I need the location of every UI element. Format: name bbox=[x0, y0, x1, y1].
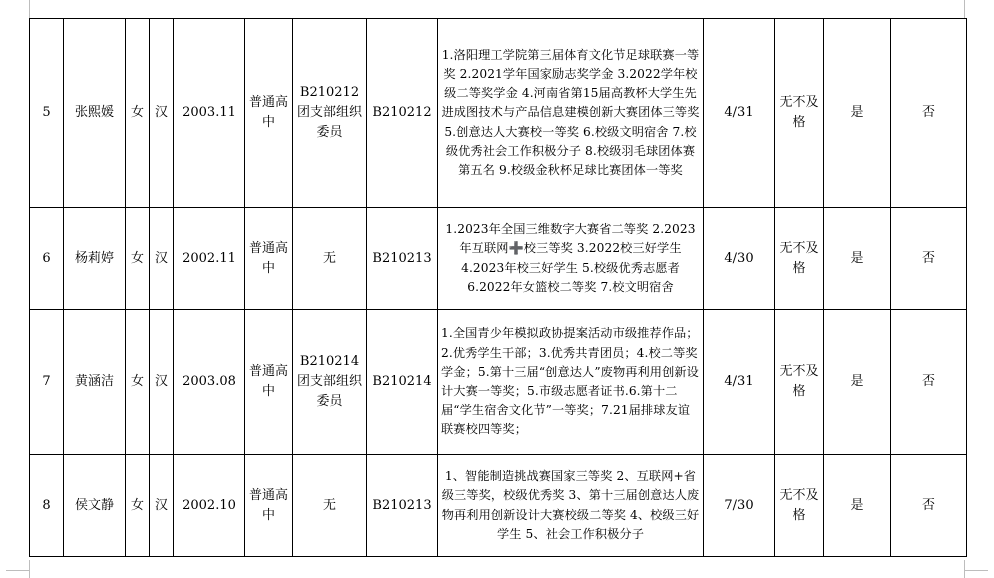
cell-no: 否 bbox=[891, 19, 967, 208]
cell-yes: 是 bbox=[824, 455, 891, 557]
cell-awards: 1、智能制造挑战赛国家三等奖 2、互联网+省级三等奖，校级优秀奖 3、第十三届创意达人废物再利用创新设计大赛校级二等奖 4、校级三好学生 5、社会工作积极分子 bbox=[438, 455, 704, 557]
table-row bbox=[30, 455, 967, 557]
cell-position: B210212团支部组织委员 bbox=[293, 19, 367, 208]
cell-name: 张熙媛 bbox=[64, 19, 126, 208]
cell-school-type: 普通高中 bbox=[245, 455, 293, 557]
crop-mark-bottom-left-h bbox=[6, 570, 30, 571]
cell-rank: 4/31 bbox=[704, 19, 775, 208]
cell-birth: 2003.11 bbox=[174, 19, 245, 208]
cell-gender: 女 bbox=[126, 19, 150, 208]
cell-index: 7 bbox=[30, 310, 64, 455]
cell-rank: 7/30 bbox=[704, 455, 775, 557]
cell-fail-status: 无不及格 bbox=[775, 19, 824, 208]
cell-fail-status: 无不及格 bbox=[775, 208, 824, 310]
cell-name: 侯文静 bbox=[64, 455, 126, 557]
crop-mark-top-left-v bbox=[29, 0, 30, 18]
cell-no: 否 bbox=[891, 310, 967, 455]
crop-mark-bottom-right-v bbox=[964, 560, 965, 578]
cell-yes: 是 bbox=[824, 208, 891, 310]
cell-index: 6 bbox=[30, 208, 64, 310]
table-row bbox=[30, 208, 967, 310]
student-table bbox=[29, 18, 967, 557]
crop-mark-bottom-left-v bbox=[29, 560, 30, 578]
cell-school-type: 普通高中 bbox=[245, 208, 293, 310]
crop-mark-top-right-v bbox=[964, 0, 965, 18]
cell-ethnicity: 汉 bbox=[150, 310, 174, 455]
cell-yes: 是 bbox=[824, 310, 891, 455]
cell-awards: 1.2023年全国三维数字大赛省二等奖 2.2023年互联网➕校三等奖 3.2022校三好学生 4.2023年校三好学生 5.校级优秀志愿者 6.2022年女篮校二等奖 7.校文明宿舍 bbox=[438, 208, 704, 310]
cell-gender: 女 bbox=[126, 208, 150, 310]
cell-ethnicity: 汉 bbox=[150, 208, 174, 310]
cell-class-id: B210213 bbox=[367, 455, 438, 557]
table-row bbox=[30, 310, 967, 455]
cell-no: 否 bbox=[891, 455, 967, 557]
cell-index: 8 bbox=[30, 455, 64, 557]
cell-awards: 1.全国青少年模拟政协提案活动市级推荐作品；2.优秀学生干部；3.优秀共青团员；4.校二等奖学金；5.第十三届“创意达人”废物再利用创新设计大赛一等奖；5.市级志愿者证书.6.第十二届“学生宿舍文化节”一等奖；7.21届排球友谊联赛校四等奖； bbox=[438, 310, 704, 455]
cell-birth: 2003.08 bbox=[174, 310, 245, 455]
cell-class-id: B210212 bbox=[367, 19, 438, 208]
cell-class-id: B210213 bbox=[367, 208, 438, 310]
cell-yes: 是 bbox=[824, 19, 891, 208]
cell-ethnicity: 汉 bbox=[150, 19, 174, 208]
cell-rank: 4/31 bbox=[704, 310, 775, 455]
cell-position: B210214团支部组织委员 bbox=[293, 310, 367, 455]
crop-mark-bottom-right-h bbox=[964, 570, 988, 571]
cell-birth: 2002.10 bbox=[174, 455, 245, 557]
cell-index: 5 bbox=[30, 19, 64, 208]
cell-no: 否 bbox=[891, 208, 967, 310]
cell-class-id: B210214 bbox=[367, 310, 438, 455]
cell-school-type: 普通高中 bbox=[245, 19, 293, 208]
cell-gender: 女 bbox=[126, 310, 150, 455]
cell-name: 黄涵洁 bbox=[64, 310, 126, 455]
cell-rank: 4/30 bbox=[704, 208, 775, 310]
cell-position: 无 bbox=[293, 455, 367, 557]
cell-birth: 2002.11 bbox=[174, 208, 245, 310]
cell-ethnicity: 汉 bbox=[150, 455, 174, 557]
cell-fail-status: 无不及格 bbox=[775, 310, 824, 455]
cell-gender: 女 bbox=[126, 455, 150, 557]
cell-fail-status: 无不及格 bbox=[775, 455, 824, 557]
cell-school-type: 普通高中 bbox=[245, 310, 293, 455]
table-row bbox=[30, 19, 967, 208]
cell-name: 杨莉婷 bbox=[64, 208, 126, 310]
cell-position: 无 bbox=[293, 208, 367, 310]
cell-awards: 1.洛阳理工学院第三届体育文化节足球联赛一等奖 2.2021学年国家励志奖学金 3.2022学年校级二等奖学金 4.河南省第15届高教杯大学生先进成图技术与产品信息建模创新大赛团体三等奖 5.创意达人大赛校一等奖 6.校级文明宿舍 7.校级优秀社会工作积极分子 8.校级羽毛球团体赛第五名 9.校级金秋杯足球比赛团体一等奖 bbox=[438, 19, 704, 208]
